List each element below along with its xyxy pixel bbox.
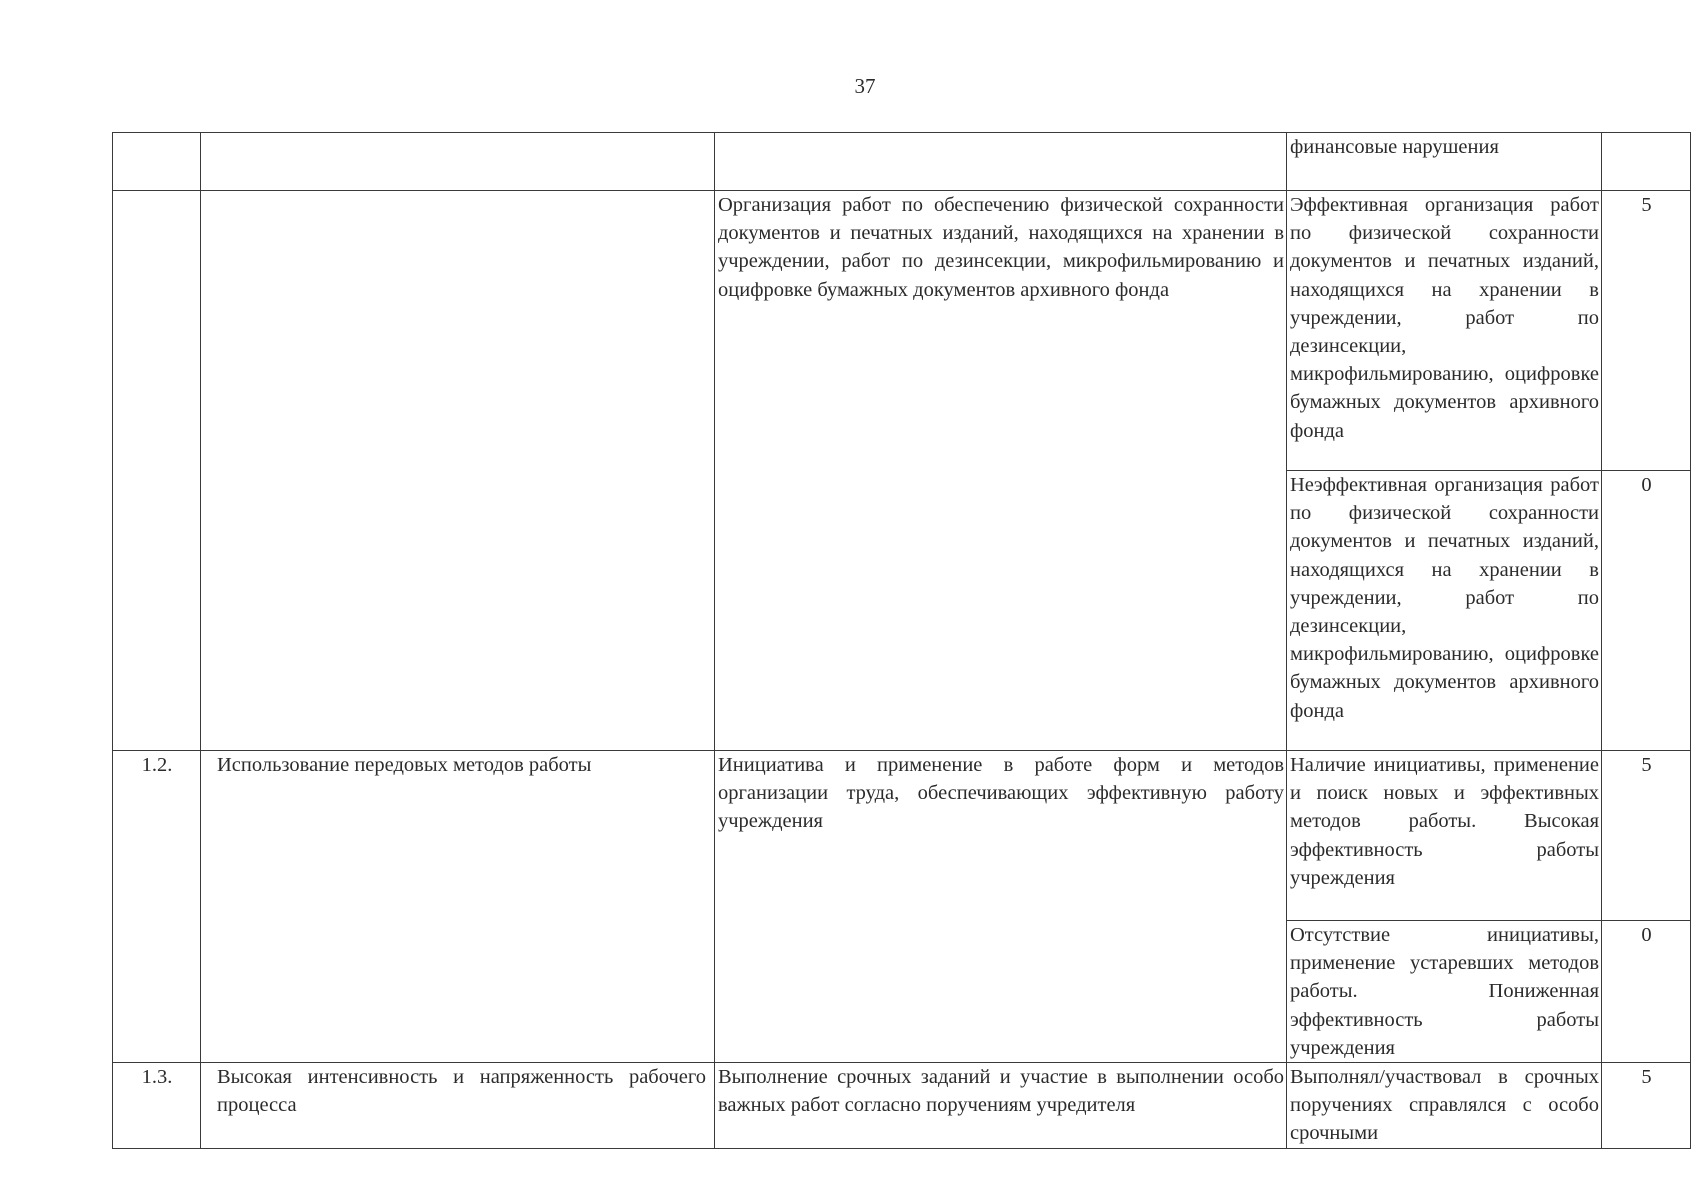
criterion-cell: Высокая интенсивность и напряженность рабочего процесса — [201, 1063, 715, 1149]
score-cell: 5 — [1602, 751, 1691, 921]
value-cell: Выполнял/участвовал в срочных поручениях справлялся с особо срочными — [1287, 1063, 1602, 1149]
score-cell: 0 — [1602, 471, 1691, 751]
score-cell: 5 — [1602, 191, 1691, 471]
table-row-1-3 — [113, 1063, 1691, 1149]
number-cell — [113, 133, 201, 191]
score-cell — [1602, 133, 1691, 191]
score-cell: 5 — [1602, 1063, 1691, 1149]
table-row-continued — [113, 133, 1691, 191]
criteria-table — [112, 132, 1691, 1149]
condition-cell: Выполнение срочных заданий и участие в выполнении особо важных работ согласно поручениям учредителя — [715, 1063, 1287, 1149]
value-cell: Наличие инициативы, применение и поиск новых и эффективных методов работы. Высокая эффективность работы учреждения — [1287, 751, 1602, 921]
value-cell: финансовые нарушения — [1287, 133, 1602, 191]
page-number: 37 — [854, 74, 876, 98]
criteria-table-container — [112, 132, 1691, 1149]
number-cell — [113, 191, 201, 751]
table-row-preservation-effective — [113, 191, 1691, 471]
criterion-cell — [201, 191, 715, 751]
table-row-1-2-positive — [113, 751, 1691, 921]
row-number: 1.3. — [113, 1063, 201, 1149]
value-cell: Неэффективная организация работ по физической сохранности документов и печатных изданий, находящихся на хранении в учреждении, работ по дезинсекции, микрофильмированию, оцифровке бумажных документов архивного фонда — [1287, 471, 1602, 751]
value-cell: Отсутствие инициативы, применение устаревших методов работы. Пониженная эффективность работы учреждения — [1287, 921, 1602, 1063]
criterion-cell — [201, 133, 715, 191]
condition-cell — [715, 133, 1287, 191]
condition-cell: Инициатива и применение в работе форм и методов организации труда, обеспечивающих эффективную работу учреждения — [715, 751, 1287, 1063]
score-cell: 0 — [1602, 921, 1691, 1063]
value-cell: Эффективная организация работ по физической сохранности документов и печатных изданий, находящихся на хранении в учреждении, работ по дезинсекции, микрофильмированию, оцифровке бумажных документов архивного фонда — [1287, 191, 1602, 471]
row-number: 1.2. — [113, 751, 201, 1063]
condition-cell: Организация работ по обеспечению физической сохранности документов и печатных изданий, находящихся на хранении в учреждении, работ по дезинсекции, микрофильмированию и оцифровке бумажных документов архивного фонда — [715, 191, 1287, 751]
criterion-cell: Использование передовых методов работы — [201, 751, 715, 1063]
